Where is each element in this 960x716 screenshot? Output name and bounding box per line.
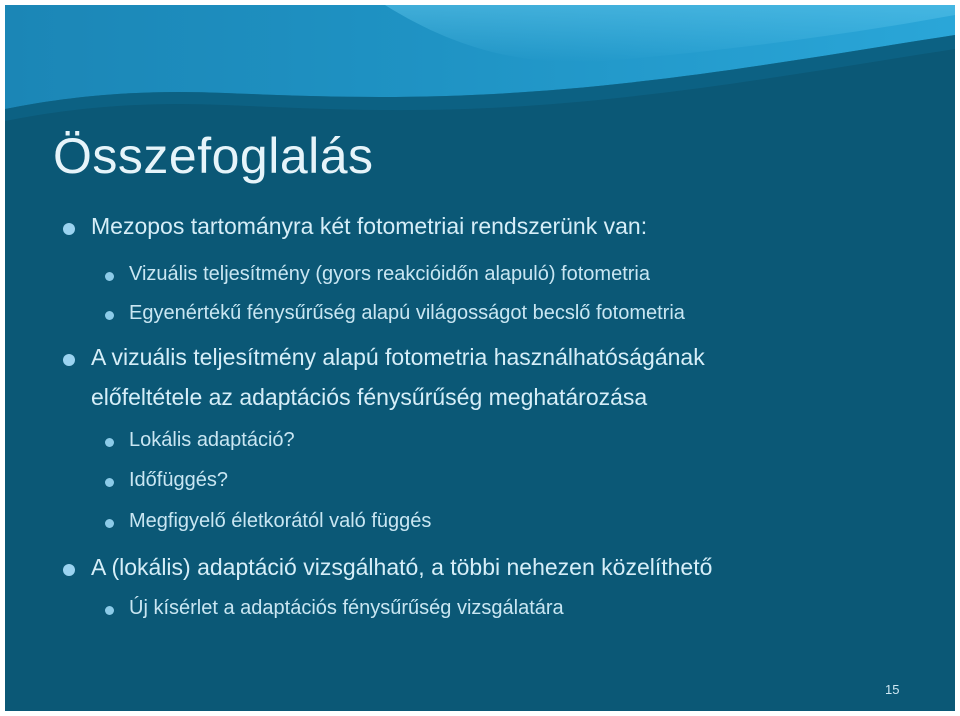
bullet-item xyxy=(91,213,647,240)
bullet-item xyxy=(91,344,705,371)
bullet-text: A vizuális teljesítmény alapú fotometria használhatóságának xyxy=(91,344,705,370)
bullet-text: előfeltétele az adaptációs fénysűrűség meghatározása xyxy=(91,384,648,410)
sub-bullet-item xyxy=(129,469,228,492)
sub-bullet-text: Lokális adaptáció? xyxy=(129,429,295,451)
sub-bullet-text: Vizuális teljesítmény (gyors reakcióidőn alapuló) fotometria xyxy=(129,263,650,285)
bullet-item xyxy=(91,554,712,581)
bullet-dot-icon xyxy=(105,519,114,528)
sub-bullet-item xyxy=(129,429,295,452)
bullet-dot-icon xyxy=(105,606,114,615)
bullet-dot-icon xyxy=(63,564,75,576)
sub-bullet-text: Időfüggés? xyxy=(129,469,228,491)
sub-bullet-text: Megfigyelő életkorától való függés xyxy=(129,510,432,532)
bullet-dot-icon xyxy=(105,272,114,281)
bullet-dot-icon xyxy=(63,223,75,235)
bullet-dot-icon xyxy=(63,354,75,366)
header-wave-decoration xyxy=(5,5,955,135)
sub-bullet-item xyxy=(129,597,564,620)
bullet-continuation xyxy=(91,384,647,411)
page-number: 15 xyxy=(885,682,900,697)
bullet-dot-icon xyxy=(105,438,114,447)
bullet-text: Mezopos tartományra két fotometriai rendszerünk van: xyxy=(91,213,648,239)
bullet-dot-icon xyxy=(105,311,114,320)
sub-bullet-text: Egyenértékű fénysűrűség alapú világosságot becslő fotometria xyxy=(129,302,685,324)
sub-bullet-text: Új kísérlet a adaptációs fénysűrűség vizsgálatára xyxy=(129,597,564,619)
bullet-dot-icon xyxy=(105,478,114,487)
slide xyxy=(5,5,955,711)
sub-bullet-item xyxy=(129,302,685,325)
slide-title: Összefoglalás xyxy=(53,128,374,184)
sub-bullet-item xyxy=(129,510,431,533)
sub-bullet-item xyxy=(129,263,650,286)
bullet-text: A (lokális) adaptáció vizsgálható, a többi nehezen közelíthető xyxy=(91,554,713,580)
